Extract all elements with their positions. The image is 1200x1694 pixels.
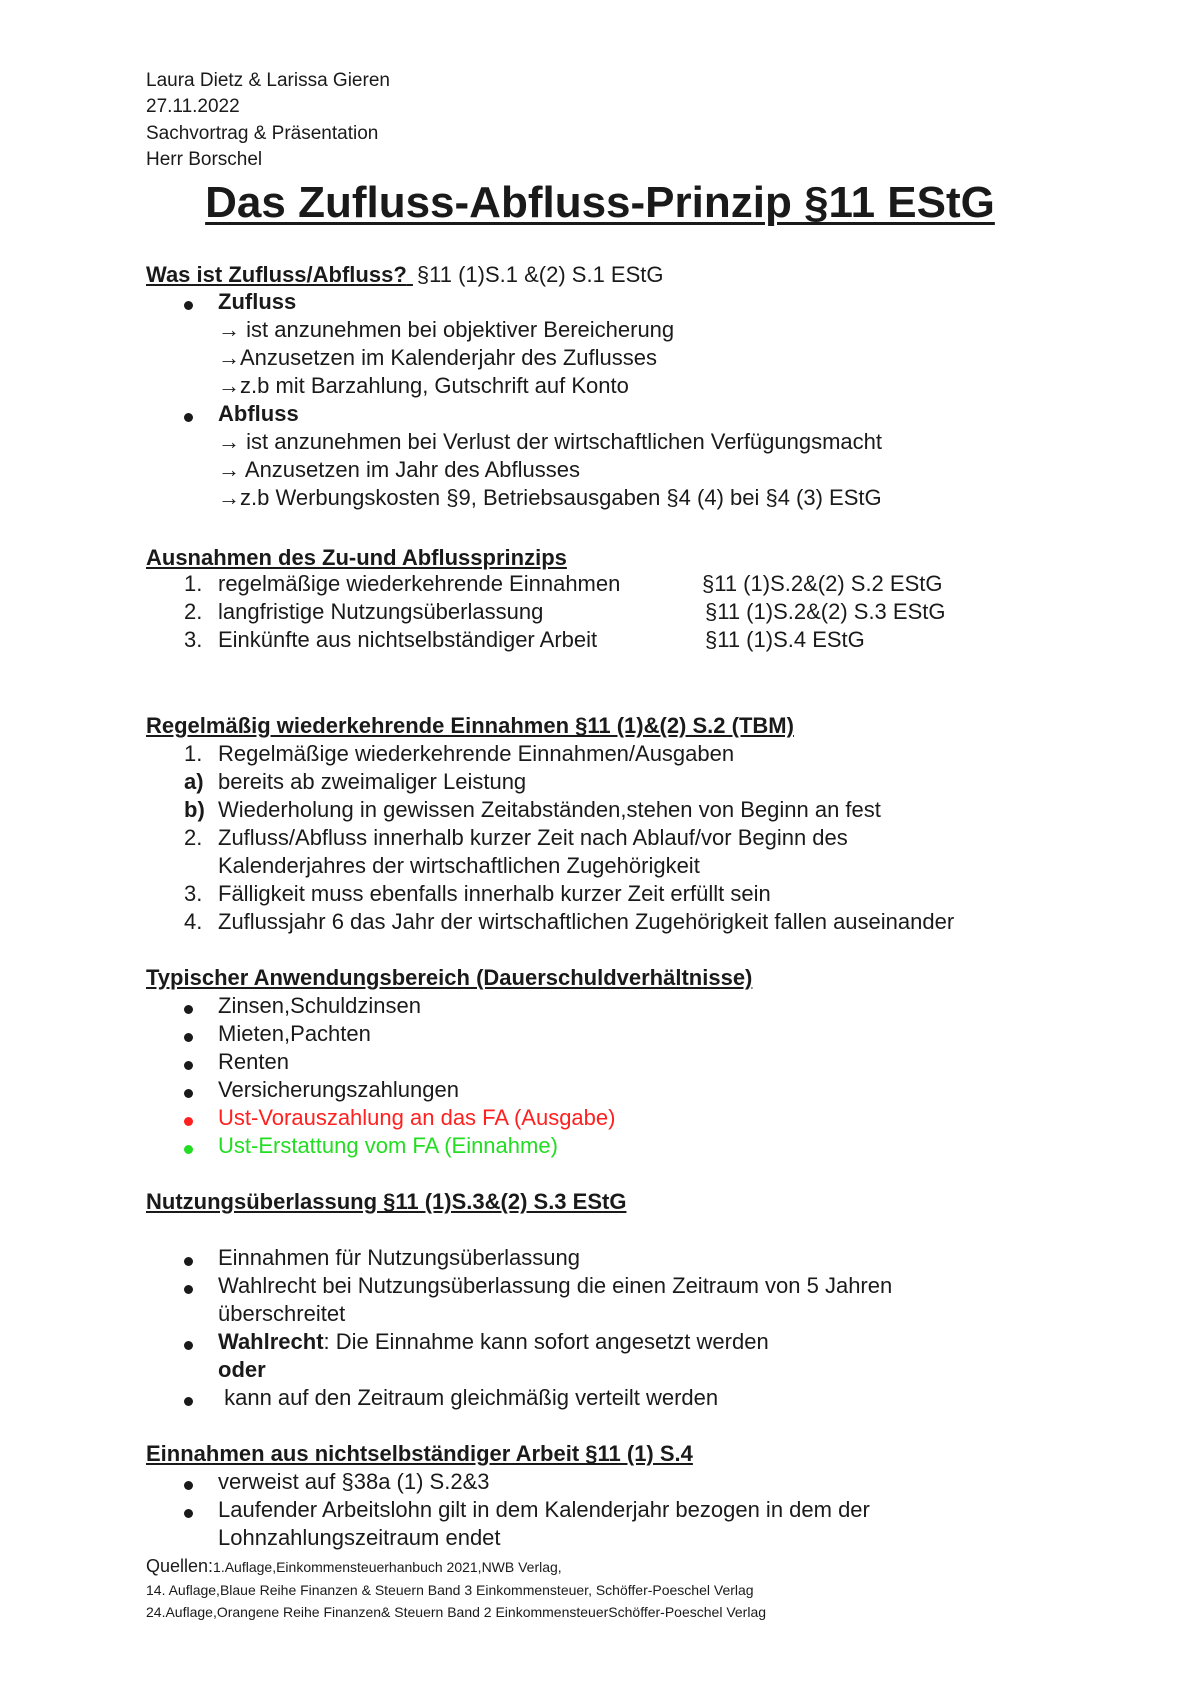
list-item-reference: §11 (1)S.4 EStG	[705, 627, 865, 652]
zufluss-line-2: →Anzusetzen im Kalenderjahr des Zuflusses	[218, 345, 657, 370]
list-item-ausgabe: Ust-Vorauszahlung an das FA (Ausgabe)	[218, 1105, 616, 1130]
bullet-icon	[184, 1033, 193, 1042]
list-letter: b)	[184, 797, 205, 822]
section-heading-regelmaessig: Regelmäßig wiederkehrende Einnahmen §11 (1)&(2) S.2 (TBM)	[146, 713, 794, 738]
bullet-icon	[184, 1397, 193, 1406]
section-heading-nichtselbstaendige-arbeit: Einnahmen aus nichtselbständiger Arbeit §11 (1) S.4	[146, 1441, 693, 1466]
zufluss-line-1: → ist anzunehmen bei objektiver Bereicherung	[218, 317, 675, 342]
zufluss-line-3: →z.b mit Barzahlung, Gutschrift auf Konto	[218, 373, 629, 398]
section-heading-zufluss-abfluss	[146, 261, 664, 289]
source-2: 14. Auflage,Blaue Reihe Finanzen & Steuern Band 3 Einkommensteuer, Schöffer-Poeschel Verlag	[146, 1582, 754, 1598]
list-item: Renten	[218, 1049, 289, 1074]
bullet-icon	[184, 1089, 193, 1098]
page-title: Das Zufluss-Abfluss-Prinzip §11 EStG	[205, 178, 995, 227]
list-item: Laufender Arbeitslohn gilt in dem Kalenderjahr bezogen in dem der	[218, 1497, 870, 1522]
abfluss-line-2: → Anzusetzen im Jahr des Abflusses	[218, 457, 580, 482]
section-heading-anwendungsbereich: Typischer Anwendungsbereich (Dauerschuldverhältnisse)	[146, 965, 753, 990]
bullet-icon-green	[184, 1145, 193, 1154]
section-heading-nutzungsueberlassung: Nutzungsüberlassung §11 (1)S.3&(2) S.3 EStG	[146, 1189, 627, 1214]
list-item: Einnahmen für Nutzungsüberlassung	[218, 1245, 581, 1270]
bullet-icon	[184, 413, 193, 422]
list-item: Einkünfte aus nichtselbständiger Arbeit	[218, 627, 598, 652]
sources-label: Quellen:	[146, 1556, 214, 1576]
source-1: 1.Auflage,Einkommensteuerhanbuch 2021,NWB Verlag,	[213, 1559, 562, 1575]
bullet-icon	[184, 301, 193, 310]
list-item: Zufluss/Abfluss innerhalb kurzer Zeit nach Ablauf/vor Beginn des	[218, 825, 848, 850]
list-number: 2.	[184, 599, 203, 624]
list-item: Wiederholung in gewissen Zeitabständen,stehen von Beginn an fest	[218, 797, 881, 822]
list-item-reference: §11 (1)S.2&(2) S.2 EStG	[702, 571, 943, 596]
bullet-icon	[184, 1481, 193, 1490]
bullet-icon-red	[184, 1117, 193, 1126]
teacher: Herr Borschel	[146, 149, 263, 170]
list-item-reference: §11 (1)S.2&(2) S.3 EStG	[705, 599, 946, 624]
bullet-icon	[184, 1257, 193, 1266]
wahlrecht-label: Wahlrecht	[218, 1329, 324, 1354]
list-item: Versicherungszahlungen	[218, 1077, 459, 1102]
list-number: 3.	[184, 627, 203, 652]
list-item: Regelmäßige wiederkehrende Einnahmen/Ausgaben	[218, 741, 735, 766]
list-item: bereits ab zweimaliger Leistung	[218, 769, 527, 794]
source-3: 24.Auflage,Orangene Reihe Finanzen& Steuern Band 2 EinkommensteuerSchöffer-Poeschel Verlag	[146, 1604, 767, 1620]
bullet-icon	[184, 1061, 193, 1070]
list-item-continuation: Kalenderjahres der wirtschaftlichen Zugehörigkeit	[218, 853, 700, 878]
zufluss-label: Zufluss	[218, 289, 297, 314]
abfluss-line-1: → ist anzunehmen bei Verlust der wirtschaftlichen Verfügungsmacht	[218, 429, 883, 454]
heading-reference: §11 (1)S.1 &(2) S.1 EStG	[416, 262, 664, 287]
list-item: langfristige Nutzungsüberlassung	[218, 599, 544, 624]
list-item: Mieten,Pachten	[218, 1021, 371, 1046]
list-item-continuation: Lohnzahlungszeitraum endet	[218, 1525, 501, 1550]
sources-line-1	[146, 1556, 562, 1577]
list-item: kann auf den Zeitraum gleichmäßig verteilt werden	[218, 1385, 719, 1410]
course: Sachvortrag & Präsentation	[146, 123, 379, 144]
list-number: 1.	[184, 571, 203, 596]
list-number: 4.	[184, 909, 203, 934]
list-item: Zuflussjahr 6 das Jahr der wirtschaftlichen Zugehörigkeit fallen auseinander	[218, 909, 955, 934]
list-letter: a)	[184, 769, 204, 794]
bullet-icon	[184, 1341, 193, 1350]
list-number: 2.	[184, 825, 203, 850]
list-item: Wahlrecht bei Nutzungsüberlassung die einen Zeitraum von 5 Jahren	[218, 1273, 893, 1298]
heading-text: Was ist Zufluss/Abfluss?	[146, 262, 407, 287]
list-item-einnahme: Ust-Erstattung vom FA (Einnahme)	[218, 1133, 558, 1158]
wahlrecht-text: : Die Einnahme kann sofort angesetzt werden	[323, 1329, 769, 1354]
list-item: verweist auf §38a (1) S.2&3	[218, 1469, 490, 1494]
list-number: 1.	[184, 741, 203, 766]
list-item-wahlrecht	[218, 1328, 769, 1356]
list-item: Zinsen,Schuldzinsen	[218, 993, 422, 1018]
list-item: regelmäßige wiederkehrende Einnahmen	[218, 571, 621, 596]
authors: Laura Dietz & Larissa Gieren	[146, 70, 390, 91]
bullet-icon	[184, 1285, 193, 1294]
abfluss-label: Abfluss	[218, 401, 299, 426]
bullet-icon	[184, 1509, 193, 1518]
oder-label: oder	[218, 1357, 266, 1382]
list-number: 3.	[184, 881, 203, 906]
date: 27.11.2022	[146, 96, 240, 117]
section-heading-ausnahmen: Ausnahmen des Zu-und Abflussprinzips	[146, 545, 567, 570]
abfluss-line-3: →z.b Werbungskosten §9, Betriebsausgaben §4 (4) bei §4 (3) EStG	[218, 485, 882, 510]
bullet-icon	[184, 1005, 193, 1014]
list-item-continuation: überschreitet	[218, 1301, 346, 1326]
list-item: Fälligkeit muss ebenfalls innerhalb kurzer Zeit erfüllt sein	[218, 881, 771, 906]
